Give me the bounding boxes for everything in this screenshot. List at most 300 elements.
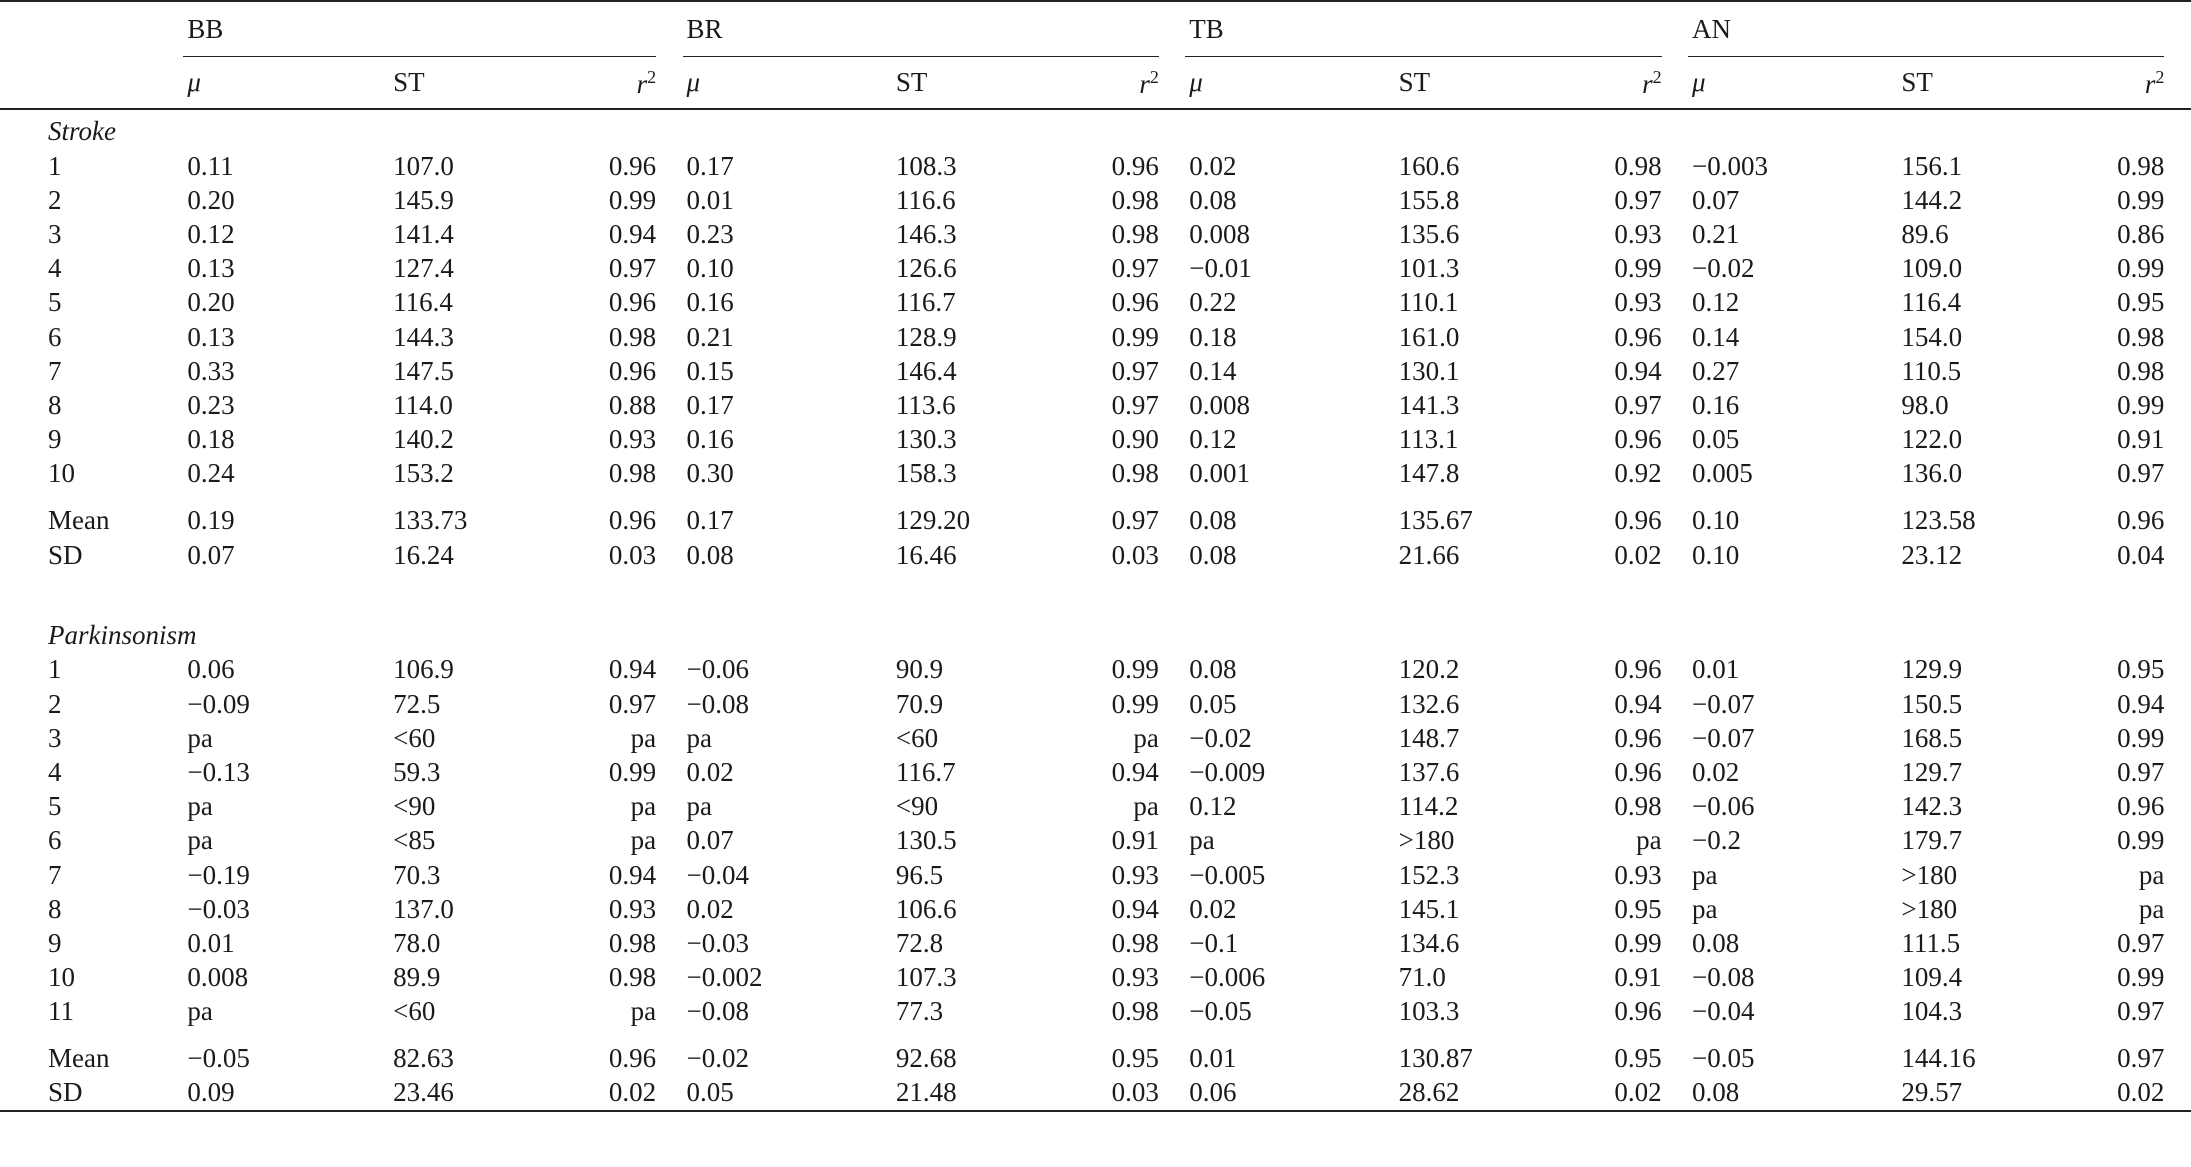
gap-cell [1523,252,1589,286]
mu-value: −0.05 [187,1042,250,1073]
gap-cell [1020,149,1086,183]
gap-cell [517,721,583,755]
gap-cell [1662,961,1688,995]
gap-cell [517,858,583,892]
gap-cell [2164,423,2191,457]
gap-cell [2164,217,2191,251]
st-value: 113.1 [1398,424,1459,455]
gap-cell [1523,388,1589,422]
mu-value: 0.001 [1189,458,1251,489]
mu-value: pa [1189,825,1215,856]
r2-value: 0.91 [1111,825,1159,856]
st-value: 70.9 [895,688,944,719]
mu-value: 0.10 [1692,504,1740,535]
r2-value: 0.96 [1111,287,1159,318]
gap-cell [1523,721,1589,755]
st-value: 89.9 [393,962,441,993]
gap-cell [1020,824,1086,858]
gap-cell [517,961,583,995]
gap-cell [1020,1076,1086,1111]
row-label: 7 [48,859,62,890]
r2-value: 0.96 [1614,722,1662,753]
gap-cell [1523,457,1589,491]
gap-cell [836,503,892,538]
gap-cell [1020,995,1086,1029]
st-value: 23.12 [1901,539,1963,570]
st-value: 108.3 [895,150,957,181]
gap-cell [2025,790,2091,824]
r2-value: 0.95 [1614,1042,1662,1073]
r2-value: 0.99 [2117,253,2165,284]
table-row [0,687,2191,721]
gap-cell [836,252,892,286]
st-value: 116.7 [895,757,956,788]
gap-cell [2025,320,2091,354]
r2-value: 0.96 [1614,996,1662,1027]
r2-header [583,57,656,109]
mu-header: μ [1189,67,1203,97]
gap-cell [1159,858,1185,892]
st-value: >180 [1398,825,1455,856]
st-value: 129.20 [895,504,971,535]
st-value: 116.7 [895,287,956,318]
gap-cell [2164,1041,2191,1076]
gap-cell [1339,252,1395,286]
st-value: 28.62 [1398,1077,1460,1108]
st-value: 145.9 [393,184,454,215]
gap-cell [2025,892,2091,926]
gap-cell [1662,1076,1688,1111]
group-gap [656,1,682,57]
gap-cell [656,995,682,1029]
gap-cell [1523,286,1589,320]
gap-cell [836,457,892,491]
group-header-tb [1185,1,1661,57]
st-value: 98.0 [1901,389,1949,420]
gap-cell [1339,286,1395,320]
gap-cell [1020,57,1086,109]
gap-cell [1339,149,1395,183]
mu-value: 0.18 [1189,321,1237,352]
gap-cell [1159,503,1185,538]
gap-cell [1159,892,1185,926]
r2-superscript: 2 [647,66,657,87]
r2-value: 0.02 [2117,1077,2165,1108]
gap-cell [2164,721,2191,755]
mu-value: 0.01 [686,184,734,215]
gap-cell [1339,721,1395,755]
gap-cell [333,790,389,824]
gap-cell [2164,687,2191,721]
gap-cell [2164,503,2191,538]
summary-label: Mean [48,1042,110,1073]
mu-value: −0.03 [187,893,250,924]
st-value: <90 [895,791,939,822]
st-value: 144.2 [1901,184,1963,215]
gap-cell [1339,388,1395,422]
r2-value: 0.98 [1614,791,1662,822]
mu-value: −0.02 [686,1042,750,1073]
r2-value: 0.93 [1111,962,1159,993]
mu-value: −0.08 [1692,962,1755,993]
gap-cell [1662,824,1688,858]
mu-value: 0.16 [1692,389,1740,420]
mu-value: −0.002 [686,962,763,993]
gap-cell [1662,149,1688,183]
r2-value: 0.91 [2117,424,2165,455]
gap-cell [1842,457,1898,491]
gap-cell [1339,57,1395,109]
row-label: 2 [48,688,62,719]
mu-value: −0.13 [187,757,250,788]
mu-value: 0.13 [187,253,235,284]
gap-cell [2164,926,2191,960]
mu-value: 0.008 [187,962,249,993]
r2-value: 0.98 [2117,321,2165,352]
gap-cell [656,961,682,995]
st-value: 122.0 [1901,424,1963,455]
summary-row [0,538,2191,573]
r2-value: 0.97 [1111,355,1159,386]
gap-cell [1842,858,1898,892]
gap-cell [1020,217,1086,251]
group-rule [183,56,656,57]
r2-value: 0.96 [2117,504,2165,535]
gap-cell [2164,995,2191,1029]
gap-cell [333,961,389,995]
mu-value: −0.05 [1189,996,1252,1027]
gap-cell [333,892,389,926]
gap-cell [1523,538,1589,573]
mu-value: pa [686,722,713,753]
st-value: 130.5 [895,825,957,856]
gap-cell [333,721,389,755]
r2-letter: r [2144,68,2156,99]
gap-cell [1159,538,1185,573]
table-row [0,892,2191,926]
gap-cell [2025,503,2091,538]
mu-value: −0.19 [187,859,250,890]
mu-value: −0.03 [686,927,750,958]
gap-cell [1159,388,1185,422]
gap-cell [1339,687,1395,721]
r2-value: 0.95 [2117,654,2165,685]
gap-cell [333,149,389,183]
r2-value: 0.95 [2117,287,2165,318]
r2-value: 0.96 [608,504,657,535]
gap-cell [1020,653,1086,687]
r2-value: 0.98 [1111,184,1159,215]
mu-value: 0.01 [1189,1042,1237,1073]
mu-value: 0.12 [187,218,235,249]
group-gap [1662,1,1688,57]
r2-value: 0.99 [1111,688,1159,719]
r2-value: 0.97 [608,253,657,284]
r2-value: 0.99 [2117,825,2165,856]
st-value: <60 [895,722,939,753]
gap-cell [1339,755,1395,789]
group-rule [1688,56,2164,57]
gap-cell [1662,892,1688,926]
gap-cell [1523,961,1589,995]
mu-header: μ [187,67,201,97]
r2-value: 0.96 [608,150,657,181]
st-value: 132.6 [1398,688,1460,719]
mu-value: −0.06 [1692,791,1755,822]
st-header: ST [895,67,928,97]
r2-value: 0.03 [1111,539,1159,570]
gap-cell [1662,755,1688,789]
mu-value: 0.17 [686,504,734,535]
mu-value: 0.09 [187,1077,235,1108]
mu-value: 0.10 [1692,539,1740,570]
group-header-an [1688,1,2164,57]
gap-cell [1020,721,1086,755]
st-value: 110.5 [1901,355,1962,386]
gap-cell [2025,286,2091,320]
mu-value: 0.02 [686,757,734,788]
mu-value: 0.20 [187,287,235,318]
gap-cell [517,1076,583,1111]
gap-cell [1842,354,1898,388]
r2-value: 0.99 [1614,253,1662,284]
gap-cell [1662,653,1688,687]
mu-value: 0.02 [1692,757,1740,788]
mu-value: pa [1692,893,1718,924]
gap-cell [656,538,682,573]
gap-cell [333,423,389,457]
st-value: 21.48 [895,1077,957,1108]
st-value: 137.6 [1398,757,1460,788]
section-title: Parkinsonism [48,619,197,650]
r2-value: 0.99 [608,757,657,788]
row-label: 3 [48,218,62,249]
gap-cell [656,457,682,491]
mu-value: 0.30 [686,458,734,489]
st-value: 135.67 [1398,504,1473,535]
gap-cell [2025,926,2091,960]
st-value: 168.5 [1901,722,1963,753]
gap-cell [2164,653,2191,687]
mu-value: 0.24 [187,458,235,489]
st-value: 104.3 [1901,996,1963,1027]
r2-value: 0.96 [1111,150,1159,181]
r2-value: 0.98 [2117,355,2165,386]
st-value: 144.16 [1901,1042,1976,1073]
mu-value: 0.16 [686,424,734,455]
summary-row [0,1041,2191,1076]
gap-cell [1159,687,1185,721]
gap-cell [2164,320,2191,354]
gap-cell [1339,926,1395,960]
gap-cell [656,423,682,457]
r2-value: 0.96 [1614,424,1662,455]
group-header-bb [183,1,656,57]
r2-value: pa [630,722,657,753]
gap-cell [1339,1041,1395,1076]
r2-letter: r [1642,68,1653,99]
gap-cell [517,538,583,573]
gap-cell [836,538,892,573]
mu-value: −0.05 [1692,1042,1755,1073]
r2-value: 0.98 [608,458,657,489]
r2-value: 0.98 [2117,150,2165,181]
gap-cell [2025,538,2091,573]
row-label: 9 [48,927,62,958]
gap-cell [1159,183,1185,217]
gap-cell [656,926,682,960]
r2-value: 0.98 [1111,218,1159,249]
gap-cell [1842,1076,1898,1111]
st-value: 129.7 [1901,757,1963,788]
gap-cell [333,858,389,892]
mu-value: 0.06 [1189,1077,1237,1108]
gap-cell [1339,423,1395,457]
gap-cell [1842,388,1898,422]
st-value: 154.0 [1901,321,1963,352]
gap-cell [1159,790,1185,824]
gap-cell [1020,286,1086,320]
gap-cell [1523,503,1589,538]
st-value: 106.9 [393,654,454,685]
gap-cell [656,183,682,217]
gap-cell [2164,755,2191,789]
mu-value: pa [187,825,213,856]
st-value: 114.2 [1398,791,1459,822]
r2-value: pa [1133,722,1159,753]
gap-cell [2025,57,2091,109]
st-value: <60 [393,722,436,753]
gap-cell [333,653,389,687]
r2-letter: r [636,68,648,99]
gap-cell [517,423,583,457]
mu-value: −0.003 [1692,150,1769,181]
mu-value: 0.08 [686,539,734,570]
gap-cell [333,755,389,789]
gap-cell [1842,961,1898,995]
gap-cell [2164,538,2191,573]
group-rule [1185,56,1661,57]
mu-value: −0.02 [1692,253,1755,284]
gap-cell [1159,457,1185,491]
mu-value: 0.08 [1189,184,1237,215]
gap-cell [333,217,389,251]
row-label: 6 [48,825,62,856]
section-title-row [0,573,2191,653]
gap-cell [836,858,892,892]
row-label: 10 [48,458,75,489]
gap-cell [1159,320,1185,354]
mu-value: −0.09 [187,688,250,719]
gap-cell [1662,503,1688,538]
gap-cell [656,721,682,755]
r2-superscript: 2 [1149,66,1159,87]
gap-cell [836,320,892,354]
st-value: 179.7 [1901,825,1963,856]
gap-cell [1339,457,1395,491]
st-value: 160.6 [1398,150,1460,181]
gap-cell [1662,790,1688,824]
gap-cell [1159,721,1185,755]
gap-cell [1523,1076,1589,1111]
mu-value: −0.07 [1692,688,1755,719]
mu-value: 0.21 [1692,218,1740,249]
gap-cell [333,1041,389,1076]
gap-cell [1020,183,1086,217]
gap-cell [1339,503,1395,538]
gap-cell [656,503,682,538]
gap-cell [656,149,682,183]
gap-cell [2164,252,2191,286]
r2-value: 0.94 [608,218,657,249]
gap-cell [1159,995,1185,1029]
mu-value: 0.19 [187,504,235,535]
r2-value: pa [2138,893,2165,924]
r2-value: 0.97 [2117,927,2165,958]
table-row [0,183,2191,217]
st-value: 77.3 [895,996,944,1027]
r2-value: 0.98 [608,962,657,993]
gap-cell [836,286,892,320]
mu-value: −0.06 [686,654,750,685]
gap-cell [1842,183,1898,217]
gap-cell [2025,721,2091,755]
gap-cell [1020,320,1086,354]
row-label: 7 [48,355,62,386]
gap-cell [656,1076,682,1111]
gap-cell [1339,538,1395,573]
st-value: >180 [1901,859,1958,890]
mu-value: pa [187,996,213,1027]
table-row [0,149,2191,183]
group-label: BB [187,14,224,44]
gap-cell [1662,183,1688,217]
gap-cell [1020,892,1086,926]
mu-value: 0.05 [1692,424,1740,455]
gap-cell [333,320,389,354]
r2-value: 0.99 [2117,184,2165,215]
row-label: 4 [48,253,62,284]
gap-cell [1842,1041,1898,1076]
st-header: ST [393,67,425,97]
summary-row [0,503,2191,538]
gap-cell [1662,57,1688,109]
gap-cell [1662,388,1688,422]
row-label: 1 [48,654,62,685]
row-label: 5 [48,791,62,822]
gap-cell [1339,790,1395,824]
gap-cell [836,354,892,388]
gap-cell [333,538,389,573]
r2-value: 0.97 [1111,504,1159,535]
mu-value: pa [686,791,713,822]
gap-cell [1020,687,1086,721]
gap-cell [517,995,583,1029]
table-row [0,824,2191,858]
gap-cell [517,217,583,251]
mu-value: −0.08 [686,996,750,1027]
gap-cell [656,687,682,721]
gap-cell [836,57,892,109]
table-row [0,217,2191,251]
r2-value: 0.88 [608,389,657,420]
gap-cell [836,1076,892,1111]
gap-cell [1523,790,1589,824]
st-value: <90 [393,791,436,822]
st-value: 116.4 [393,287,453,318]
gap-cell [1662,217,1688,251]
table-row [0,721,2191,755]
